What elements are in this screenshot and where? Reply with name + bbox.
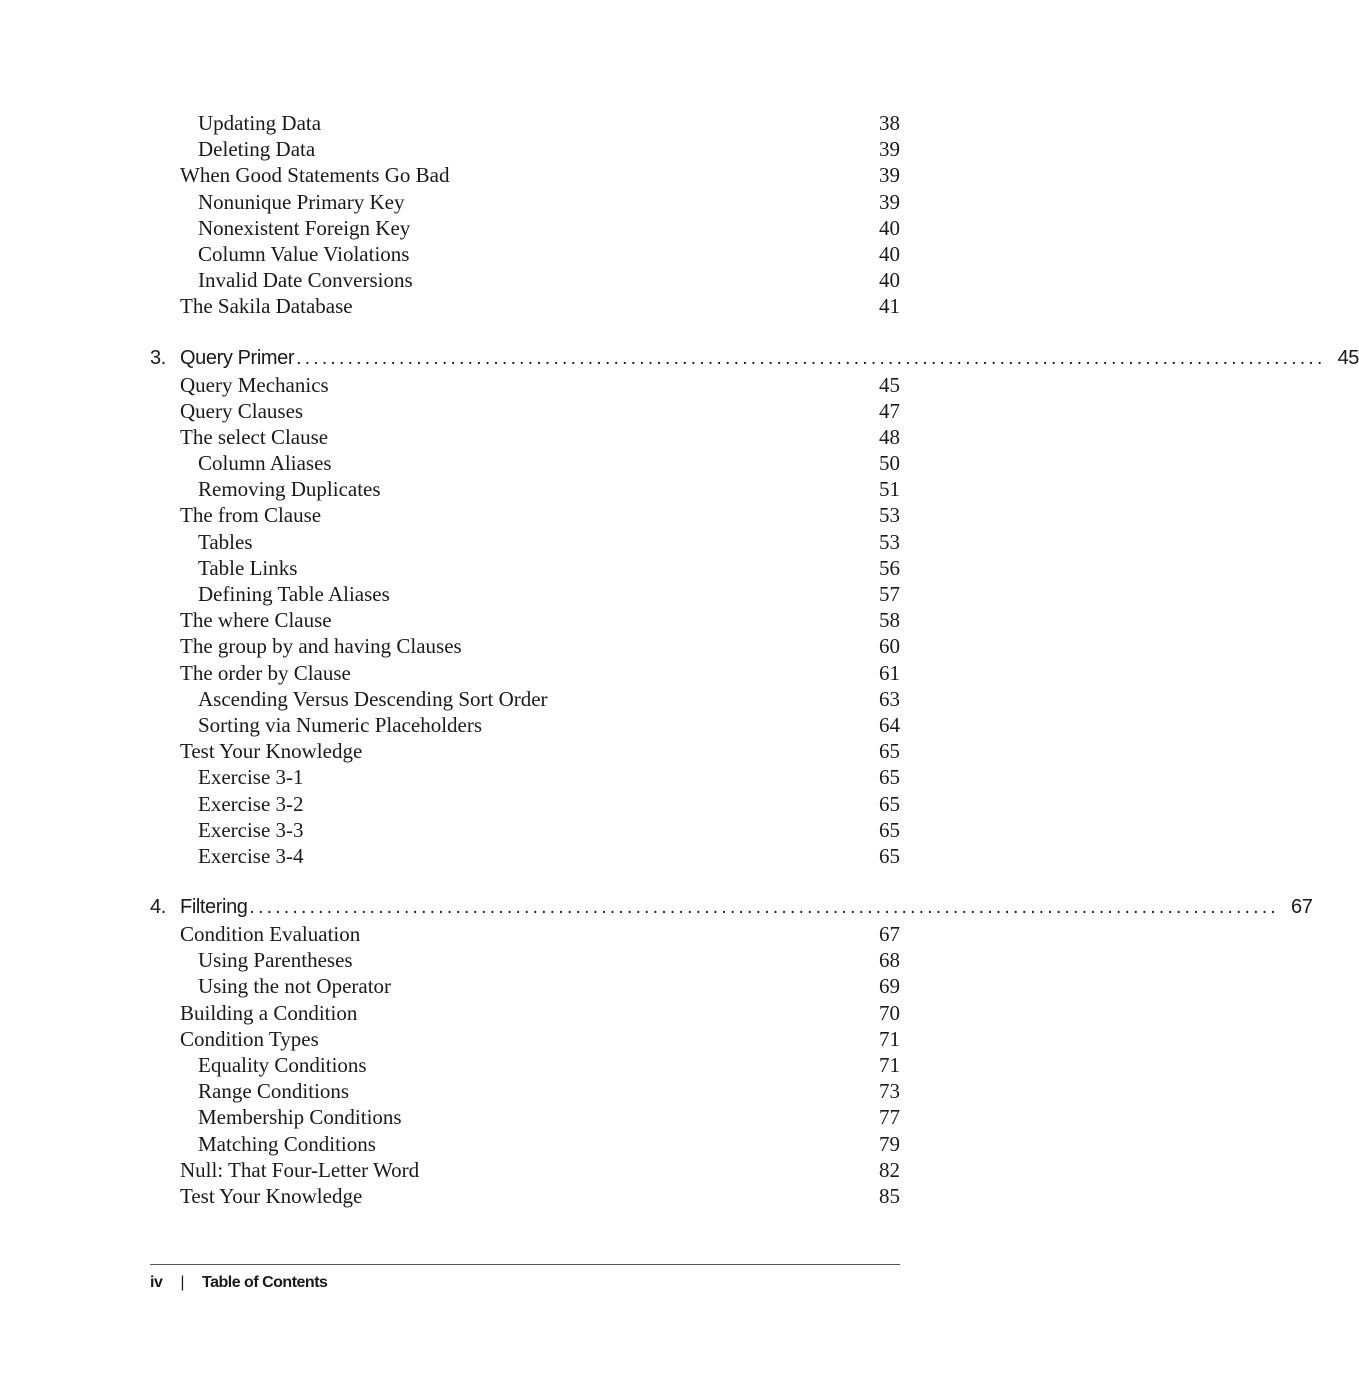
toc-entry[interactable] [150,686,900,712]
toc-entry[interactable] [150,947,900,973]
toc-entry[interactable] [150,241,900,267]
entry-title: Test Your Knowledge [180,1183,363,1208]
entry-title: Exercise 3-4 [198,843,304,868]
toc-entry[interactable] [150,267,900,293]
dot-leader: ........................................................................................................................ [296,347,1326,369]
chapter-number: 3. [150,346,166,369]
entry-page-number: 41 [879,294,900,319]
toc-entry[interactable] [150,450,900,476]
entry-title: Query Mechanics [180,372,329,397]
entry-page-number: 60 [879,634,900,659]
toc-entry[interactable] [150,843,900,869]
entry-title: Exercise 3-3 [198,817,304,842]
entry-page-number: 73 [879,1079,900,1104]
entry-title: Condition Evaluation [180,922,361,947]
entry-title: The group by and having Clauses [180,634,462,659]
entry-title: Removing Duplicates [198,477,381,502]
entry-page-number: 51 [879,477,900,502]
toc-entry[interactable] [150,424,900,450]
toc-entry[interactable] [150,555,900,581]
entry-title: Column Value Violations [198,241,410,266]
entry-title: The from Clause [180,503,322,528]
toc-entry[interactable] [150,712,900,738]
entry-title: Invalid Date Conversions [198,268,413,293]
toc-entry[interactable] [150,1026,900,1052]
entry-page-number: 38 [879,111,900,135]
entry-title: Building a Condition [180,1000,358,1025]
toc-entry[interactable] [150,921,900,947]
entry-page-number: 40 [879,268,900,293]
table-of-contents [150,110,1359,1209]
entry-title: Membership Conditions [198,1105,402,1130]
toc-entry[interactable] [150,162,900,188]
entry-title: Matching Conditions [198,1131,376,1156]
entry-page-number: 53 [879,503,900,528]
entry-title: Tables [198,529,253,554]
footer-separator: | [180,1274,184,1291]
entry-title: Using Parentheses [198,948,353,973]
entry-title: Nonunique Primary Key [198,189,405,214]
entry-page-number: 68 [879,948,900,973]
entry-page-number: 39 [879,163,900,188]
entry-title: Condition Types [180,1026,319,1051]
entry-title: Test Your Knowledge [180,739,363,764]
entry-page-number: 65 [879,843,900,868]
entry-title: The where Clause [180,608,332,633]
entry-page-number: 40 [879,215,900,240]
entry-page-number: 67 [879,922,900,947]
entry-title: Range Conditions [198,1079,350,1104]
toc-entry[interactable] [150,529,900,555]
entry-page-number: 53 [879,529,900,554]
chapter-title: Query Primer [180,346,295,369]
entry-title: Exercise 3-2 [198,791,304,816]
toc-entry[interactable] [150,1078,900,1104]
toc-entry[interactable] [150,817,900,843]
entry-page-number: 47 [879,398,900,423]
entry-page-number: 79 [879,1131,900,1156]
entry-page-number: 39 [879,189,900,214]
entry-title: Equality Conditions [198,1053,367,1077]
entry-page-number: 65 [879,791,900,816]
entry-title: Sorting via Numeric Placeholders [198,712,483,737]
toc-entry[interactable] [150,476,900,502]
chapter-number: 4. [150,896,166,919]
entry-title: Defining Table Aliases [198,582,390,606]
toc-entry[interactable] [150,215,900,241]
chapter-title: Filtering [180,896,248,919]
entry-title: Column Aliases [198,451,332,476]
entry-page-number: 77 [879,1105,900,1130]
toc-entry[interactable] [150,189,900,215]
entry-title: The select Clause [180,424,329,449]
entry-title: The order by Clause [180,660,351,685]
toc-entry[interactable] [150,633,900,659]
toc-entry[interactable] [150,738,900,764]
entry-title: Exercise 3-1 [198,765,304,790]
entry-page-number: 70 [879,1000,900,1025]
footer-page-number: iv [150,1274,163,1291]
entry-title: Table Links [198,555,298,580]
toc-entry[interactable] [150,791,900,817]
entry-title: When Good Statements Go Bad [180,163,450,188]
entry-page-number: 48 [879,424,900,449]
chapter-page-number: 67 [1291,896,1313,919]
entry-title: Nonexistent Foreign Key [198,215,411,240]
toc-entry[interactable] [150,764,900,790]
toc-entry[interactable] [150,136,900,162]
entry-page-number: 45 [879,372,900,397]
entry-title: Deleting Data [198,137,316,162]
toc-entry[interactable] [150,1183,900,1209]
toc-chapter[interactable] [150,893,1313,921]
entry-page-number: 56 [879,555,900,580]
toc-chapter[interactable] [150,344,1359,372]
entry-page-number: 50 [879,451,900,476]
entry-page-number: 85 [879,1183,900,1208]
entry-page-number: 82 [879,1157,900,1182]
toc-entry[interactable] [150,1131,900,1157]
page-footer [150,1272,327,1294]
toc-entry[interactable] [150,293,900,319]
entry-page-number: 57 [879,582,900,606]
toc-entry[interactable] [150,973,900,999]
entry-page-number: 61 [879,660,900,685]
chapter-page-number: 45 [1337,346,1359,369]
toc-entry[interactable] [150,372,900,398]
entry-page-number: 65 [879,817,900,842]
entry-page-number: 58 [879,608,900,633]
toc-entry[interactable] [150,1157,900,1183]
footer-section-title: Table of Contents [202,1274,328,1291]
entry-title: Using the not Operator [198,974,392,999]
entry-title: The Sakila Database [180,294,353,319]
entry-page-number: 63 [879,686,900,711]
entry-page-number: 71 [879,1053,900,1077]
toc-entry[interactable] [150,1104,900,1130]
toc-entry[interactable] [150,502,900,528]
toc-entry[interactable] [150,1000,900,1026]
toc-entry[interactable] [150,398,900,424]
entry-page-number: 65 [879,765,900,790]
entry-page-number: 71 [879,1026,900,1051]
entry-page-number: 69 [879,974,900,999]
toc-entry[interactable] [150,581,900,607]
entry-page-number: 39 [879,137,900,162]
entry-page-number: 40 [879,241,900,266]
toc-entry[interactable] [150,660,900,686]
footer-rule [150,1264,900,1265]
entry-title: Query Clauses [180,398,304,423]
entry-title: Null: That Four-Letter Word [180,1157,420,1182]
entry-title: Updating Data [198,111,322,135]
toc-entry[interactable] [150,110,900,136]
toc-entry[interactable] [150,1052,900,1078]
toc-entry[interactable] [150,607,900,633]
entry-page-number: 65 [879,739,900,764]
entry-title: Ascending Versus Descending Sort Order [198,686,548,711]
dot-leader: ........................................................................................................................ [249,897,1280,919]
entry-page-number: 64 [879,712,900,737]
